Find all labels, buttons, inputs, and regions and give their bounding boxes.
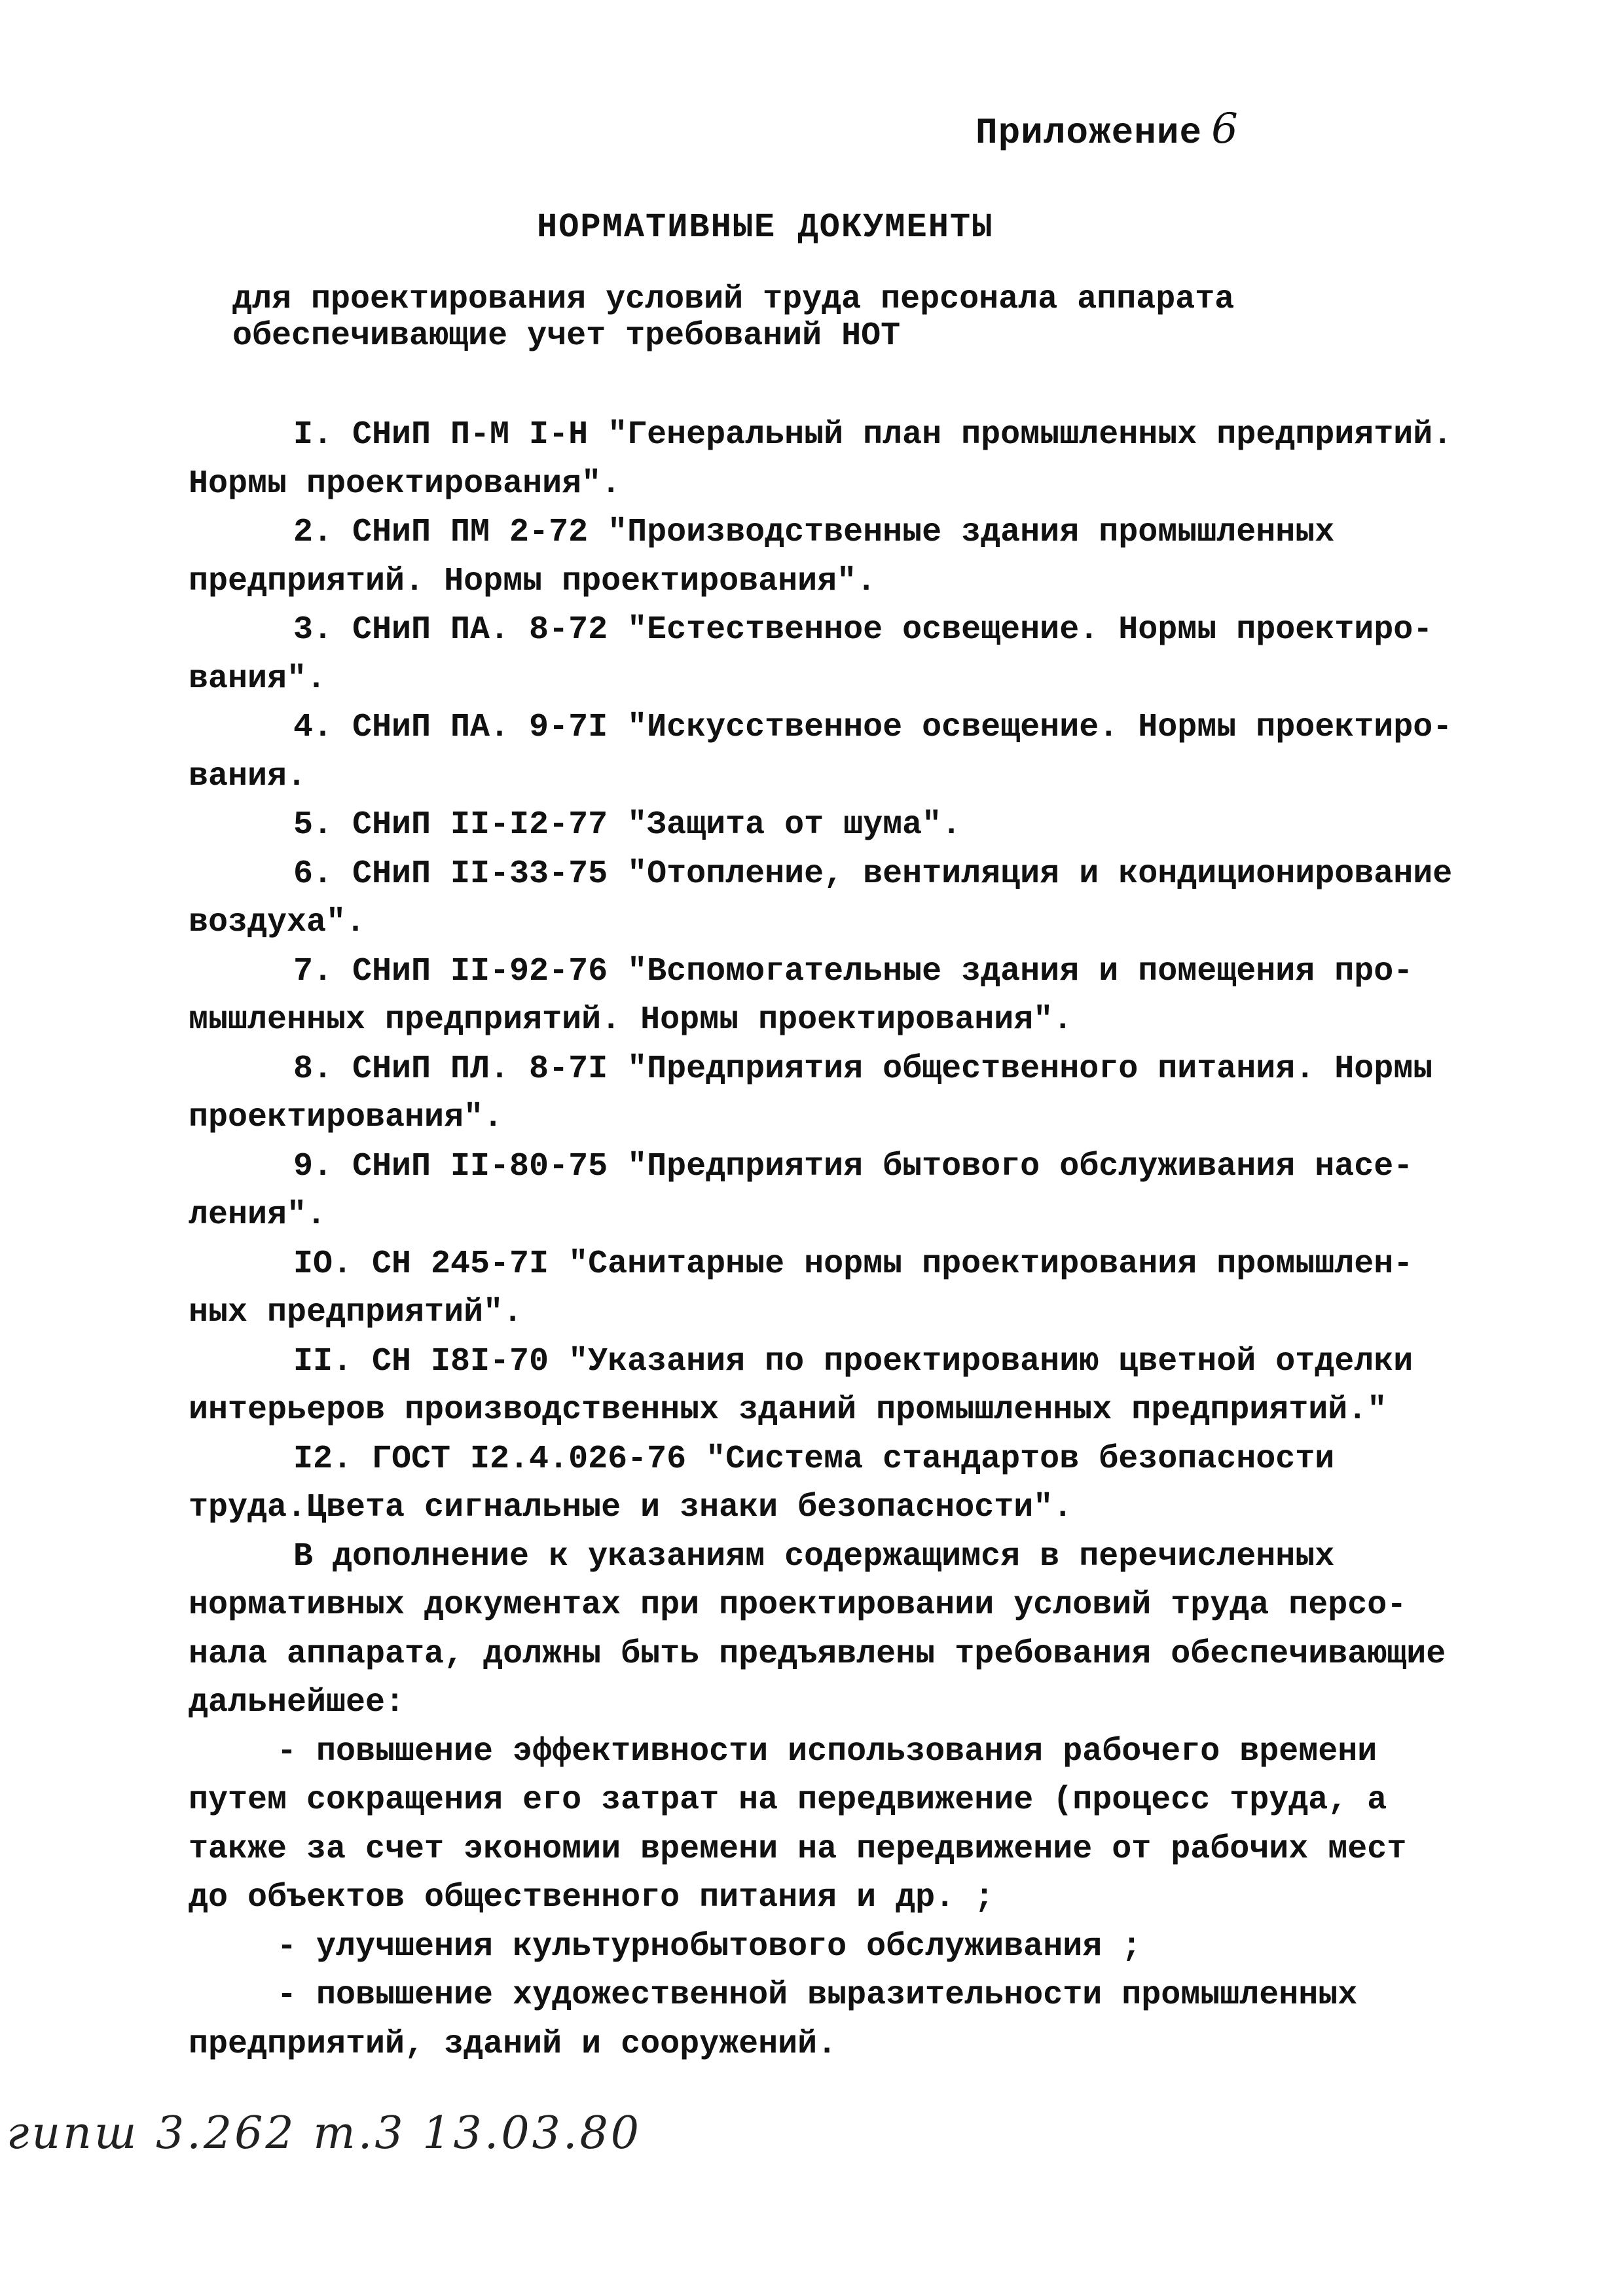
item-11-line-1: II. СН I8I-70 "Указания по проектированию цветной отделки xyxy=(293,1342,1413,1380)
item-6-line-2: воздуха". xyxy=(189,904,366,941)
paragraph-line-4: дальнейшее: xyxy=(189,1684,405,1721)
document-title: НОРМАТИВНЫЕ ДОКУМЕНТЫ xyxy=(537,208,994,247)
item-5-line-1: 5. СНиП II-I2-77 "Защита от шума". xyxy=(293,806,962,844)
item-8-line-1: 8. СНиП ПЛ. 8-7I "Предприятия общественного питания. Нормы xyxy=(293,1050,1433,1088)
item-4-line-2: вания. xyxy=(189,757,307,795)
bullet-3-line-1: - повышение художественной выразительности промышленных xyxy=(277,1977,1358,2014)
bullet-1-line-3: также за счет экономии времени на передвижение от рабочих мест xyxy=(189,1830,1407,1868)
item-12-line-2: труда.Цвета сигнальные и знаки безопасности". xyxy=(189,1489,1073,1526)
item-7-line-2: мышленных предприятий. Нормы проектирования". xyxy=(189,1001,1073,1039)
bullet-1-line-4: до объектов общественного питания и др. ; xyxy=(189,1879,994,1916)
item-6-line-1: 6. СНиП II-33-75 "Отопление, вентиляция и кондиционирование xyxy=(293,855,1453,893)
item-2-line-2: предприятий. Нормы проектирования". xyxy=(189,562,877,600)
item-3-line-2: вания". xyxy=(189,660,327,698)
item-11-line-2: интерьеров производственных зданий промышленных предприятий." xyxy=(189,1391,1387,1429)
document-body xyxy=(189,411,1485,2069)
item-10-line-1: IO. СН 245-7I "Санитарные нормы проектирования промышлен- xyxy=(293,1245,1413,1283)
subtitle-line: обеспечивающие учет требований НОТ xyxy=(232,317,901,355)
bullet-2-line-1: - улучшения культурнобытового обслуживания ; xyxy=(277,1928,1142,1965)
document-subtitle xyxy=(232,281,1234,355)
appendix-number: 6 xyxy=(1211,105,1239,153)
paragraph-line-3: нала аппарата, должны быть предъявлены требования обеспечивающие xyxy=(189,1635,1446,1673)
item-1-line-2: Нормы проектирования". xyxy=(189,465,621,503)
paragraph-line-1: В дополнение к указаниям содержащимся в перечисленных xyxy=(293,1537,1335,1575)
appendix-label: Приложение xyxy=(976,112,1203,154)
bullet-3-line-2: предприятий, зданий и сооружений. xyxy=(189,2025,837,2063)
item-12-line-1: I2. ГОСТ I2.4.026-76 "Система стандартов безопасности xyxy=(293,1440,1335,1478)
bullet-1-line-1: - повышение эффективности использования рабочего времени xyxy=(277,1732,1377,1770)
paragraph-line-2: нормативных документах при проектировании условий труда персо- xyxy=(189,1587,1407,1624)
appendix-header xyxy=(976,105,1239,154)
item-3-line-1: 3. СНиП ПА. 8-72 "Естественное освещение. Нормы проектиро- xyxy=(293,611,1433,649)
item-2-line-1: 2. СНиП ПМ 2-72 "Производственные здания промышленных xyxy=(293,514,1335,551)
item-8-line-2: проектирования". xyxy=(189,1099,503,1136)
item-9-line-2: ления". xyxy=(189,1196,327,1234)
item-4-line-1: 4. СНиП ПА. 9-7I "Искусственное освещение. Нормы проектиро- xyxy=(293,709,1453,746)
item-1-line-1: I. СНиП П-М I-Н "Генеральный план промышленных предприятий. xyxy=(293,416,1453,454)
item-9-line-1: 9. СНиП II-80-75 "Предприятия бытового обслуживания насе- xyxy=(293,1147,1413,1185)
item-7-line-1: 7. СНиП II-92-76 "Вспомогательные здания и помещения про- xyxy=(293,952,1413,990)
handwritten-archive-note: гипш 3.262 т.3 13.03.80 xyxy=(7,2108,642,2159)
subtitle-line: для проектирования условий труда персонала аппарата xyxy=(232,281,1235,318)
item-10-line-2: ных предприятий". xyxy=(189,1294,523,1331)
bullet-1-line-2: путем сокращения его затрат на передвижение (процесс труда, а xyxy=(189,1782,1387,1819)
